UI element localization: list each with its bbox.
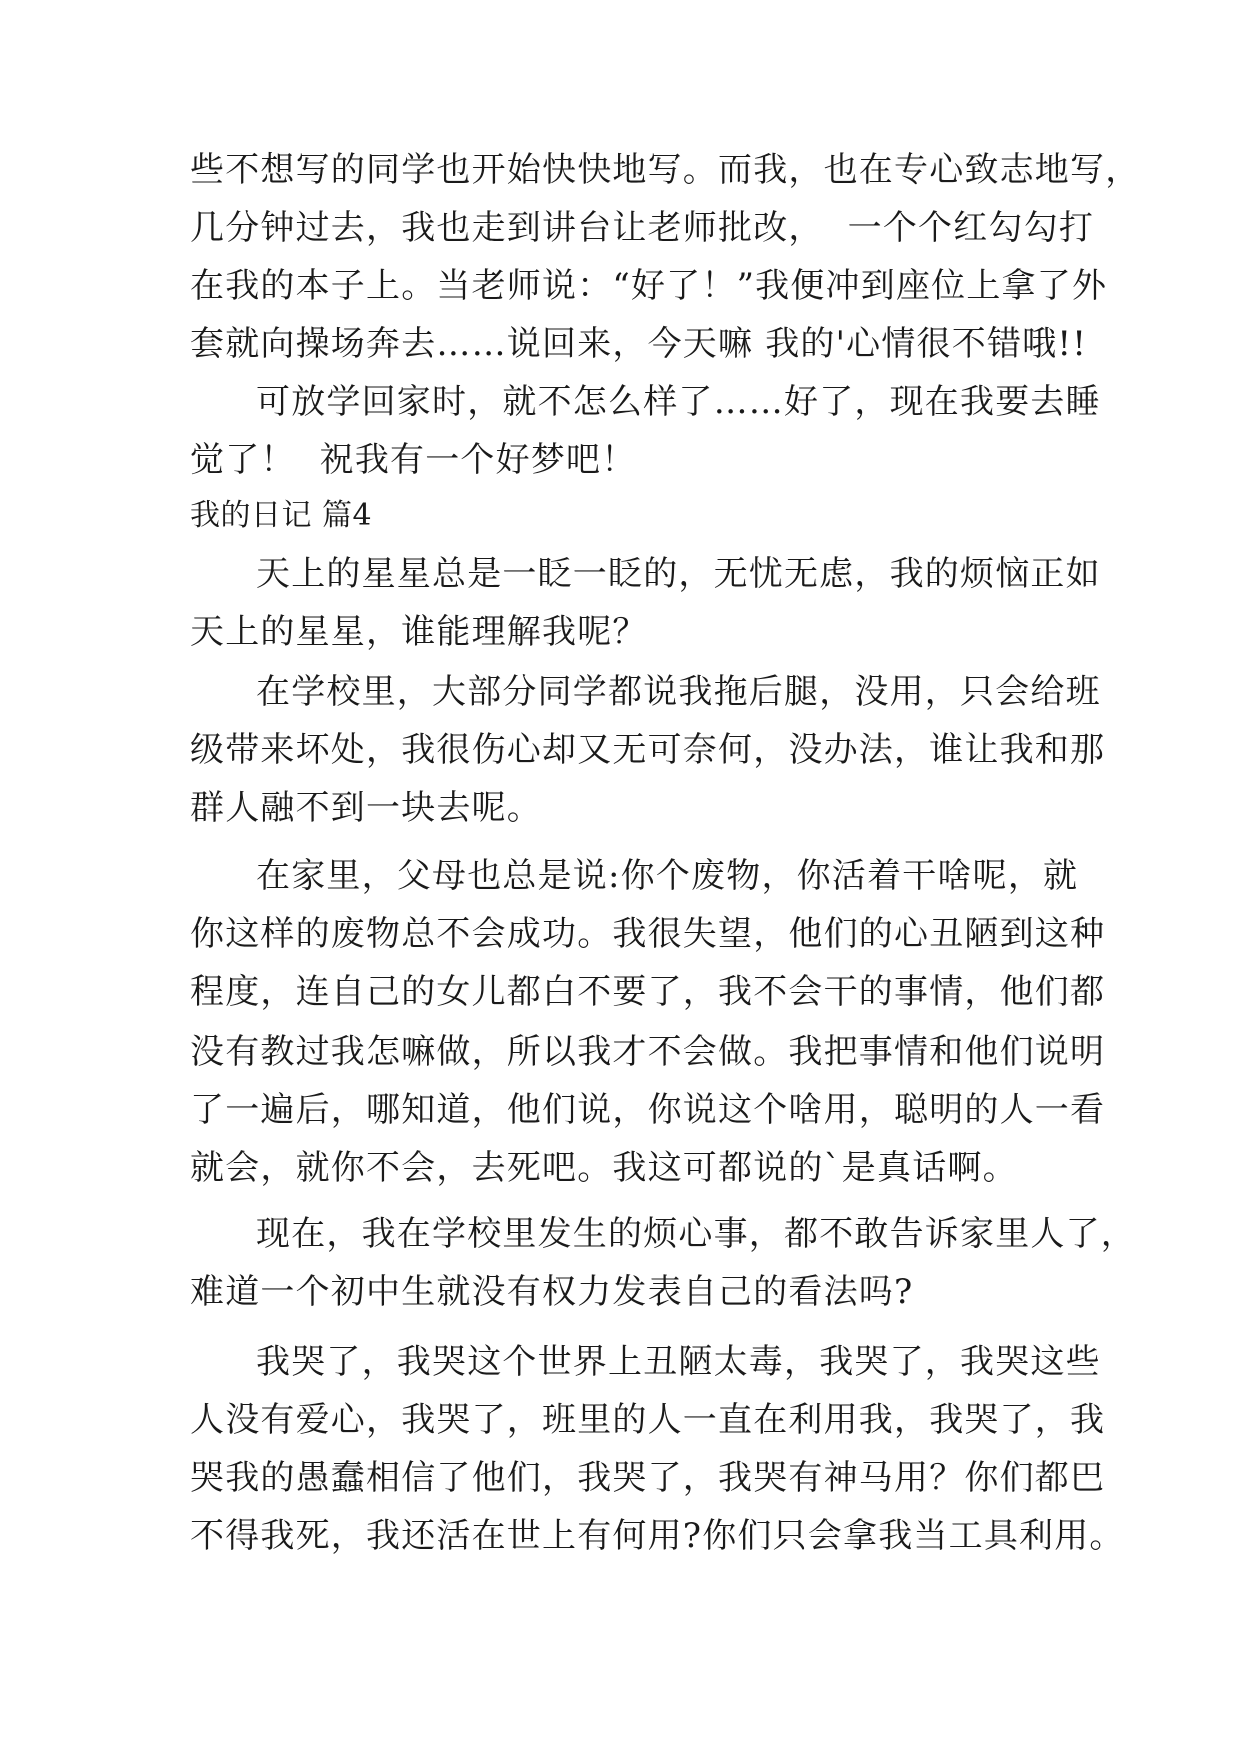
section-heading: 我的日记 篇4 [190,498,373,533]
paragraph-line: 你这样的废物总不会成功。我很失望，他们的心丑陋到这种 [190,914,1106,954]
paragraph-line: 天上的星星总是一眨一眨的，无忧无虑，我的烦恼正如 [256,554,1101,594]
paragraph-line: 程度，连自己的女儿都白不要了，我不会干的事情，他们都 [190,972,1106,1012]
paragraph-line: 我哭了，我哭这个世界上丑陋太毒，我哭了，我哭这些 [256,1342,1101,1382]
paragraph-line: 了一遍后，哪知道，他们说，你说这个啥用，聪明的人一看 [190,1090,1106,1130]
paragraph-line: 觉了！ 祝我有一个好梦吧！ [190,440,637,480]
paragraph-line: 现在，我在学校里发生的烦心事，都不敢告诉家里人了， [256,1214,1136,1254]
paragraph-line: 没有教过我怎嘛做，所以我才不会做。我把事情和他们说明 [190,1032,1106,1072]
paragraph-line: 在我的本子上。当老师说：“好了！”我便冲到座位上拿了外 [190,266,1108,306]
paragraph-line: 不得我死，我还活在世上有何用?你们只会拿我当工具利用。 [190,1516,1125,1556]
paragraph-line: 哭我的愚蠢相信了他们，我哭了，我哭有神马用？你们都巴 [190,1458,1106,1498]
paragraph-line: 群人融不到一块去呢。 [190,788,542,828]
paragraph-line: 可放学回家时，就不怎么样了……好了，现在我要去睡 [256,382,1101,422]
paragraph-line: 在家里，父母也总是说:你个废物，你活着干啥呢，就 [256,856,1079,896]
paragraph-line: 天上的星星，谁能理解我呢？ [190,612,648,652]
paragraph-line: 些不想写的同学也开始快快地写。而我，也在专心致志地写， [190,150,1141,190]
paragraph-line: 几分钟过去，我也走到讲台让老师批改， 一个个红勾勾打 [190,208,1095,248]
paragraph-line: 人没有爱心，我哭了，班里的人一直在利用我，我哭了，我 [190,1400,1106,1440]
paragraph-line: 套就向操场奔去……说回来，今天嘛 我的'心情很不错哦!! [190,324,1088,364]
paragraph-line: 就会，就你不会，去死吧。我这可都说的`是真话啊。 [190,1148,1018,1188]
paragraph-line: 难道一个初中生就没有权力发表自己的看法吗? [190,1272,914,1312]
paragraph-line: 级带来坏处，我很伤心却又无可奈何，没办法，谁让我和那 [190,730,1106,770]
paragraph-line: 在学校里，大部分同学都说我拖后腿，没用，只会给班 [256,672,1101,712]
